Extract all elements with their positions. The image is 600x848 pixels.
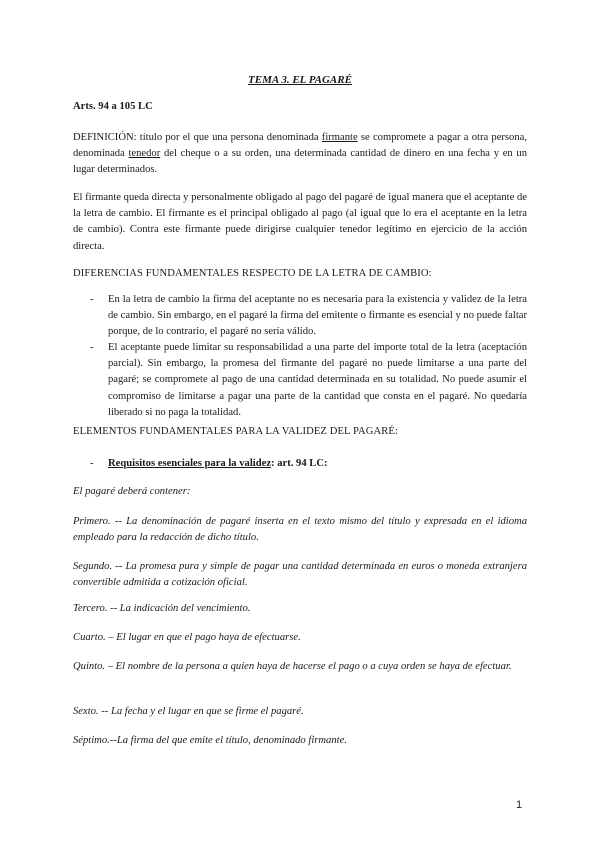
difference-item-2: El aceptante puede limitar su responsabilidad a una parte del importe total de la letra (aceptación parcial). Sin embargo, la promesa del firmante del pagaré no puede limitarse a una parte del pagaré; se compromete al pago de una cantidad determinada en su totalidad. No puede asumir el compromiso de limitarse a pagar una parte de la cantidad que consta en el pagaré. No quedaría liberado si no paga la totalidad. — [108, 342, 527, 418]
bullet-marker: - — [90, 342, 94, 353]
requisite-item-2: Segundo. -- La promesa pura y simple de pagar una cantidad determinada en euros o moneda extranjera convertible admitida a cotización oficial. — [73, 561, 527, 589]
definition-text-2: se compromete a pagar a otra persona, denominada — [73, 132, 528, 160]
requisites-label: Requisitos esenciales para la validez — [108, 458, 272, 469]
term-tenedor: tenedor — [128, 148, 161, 160]
definition-label: DEFINICIÓN — [73, 132, 134, 143]
definition-text-1: : título por el que una persona denominada — [133, 132, 322, 143]
page-title: TEMA 3. EL PAGARÉ — [248, 74, 352, 86]
requisites-intro: El pagaré deberá contener: — [73, 486, 191, 497]
articles-reference: Arts. 94 a 105 LC — [73, 101, 153, 112]
bullet-marker: - — [90, 458, 94, 469]
differences-heading: DIFERENCIAS FUNDAMENTALES RESPECTO DE LA LETRA DE CAMBIO: — [73, 268, 432, 279]
requisites-line — [108, 456, 527, 472]
term-firmante: firmante — [321, 132, 358, 143]
requisite-item-1: Primero. -- La denominación de pagaré inserta en el texto mismo del título y expresada en el idioma empleado para la redacción de dicho título. — [73, 516, 527, 544]
requisite-item-5: Quinto. – El nombre de la persona a quien haya de hacerse el pago o a cuya orden se haya de efectuar. — [73, 661, 512, 672]
page-number: 1 — [516, 799, 523, 811]
requisite-item-4: Cuarto. – El lugar en que el pago haya de efectuarse. — [73, 632, 301, 643]
definition-paragraph — [73, 130, 527, 179]
difference-item-1: En la letra de cambio la firma del aceptante no es necesaria para la existencia y validez de la letra de cambio. Sin embargo, en el pagaré la firma del emitente o firmante es esencial y no puede faltar porque, de lo contrario, el pagaré no sería válido. — [108, 294, 527, 338]
firmante-paragraph: El firmante queda directa y personalmente obligado al pago del pagaré de igual manera que el aceptante de la letra de cambio. El firmante es el principal obligado al pago (al igual que lo era el aceptante en la letra de cambio). Contra este firmante puede dirigirse cualquier tenedor legítimo en ejercicio de la acción directa. — [73, 192, 527, 252]
requisite-item-6: Sexto. -- La fecha y el lugar en que se firme el pagaré. — [73, 706, 304, 717]
bullet-marker: - — [90, 294, 94, 305]
requisite-item-3: Tercero. -- La indicación del vencimiento. — [73, 603, 251, 614]
requisites-ref: : art. 94 LC: — [271, 458, 328, 469]
requisite-item-7: Séptimo.--La firma del que emite el título, denominado firmante. — [73, 735, 347, 746]
definition-text-3: del cheque o a su orden, una determinada cantidad de dinero en una fecha y en un lugar determinados. — [73, 148, 527, 176]
elements-heading: ELEMENTOS FUNDAMENTALES PARA LA VALIDEZ DEL PAGARÉ: — [73, 426, 399, 437]
